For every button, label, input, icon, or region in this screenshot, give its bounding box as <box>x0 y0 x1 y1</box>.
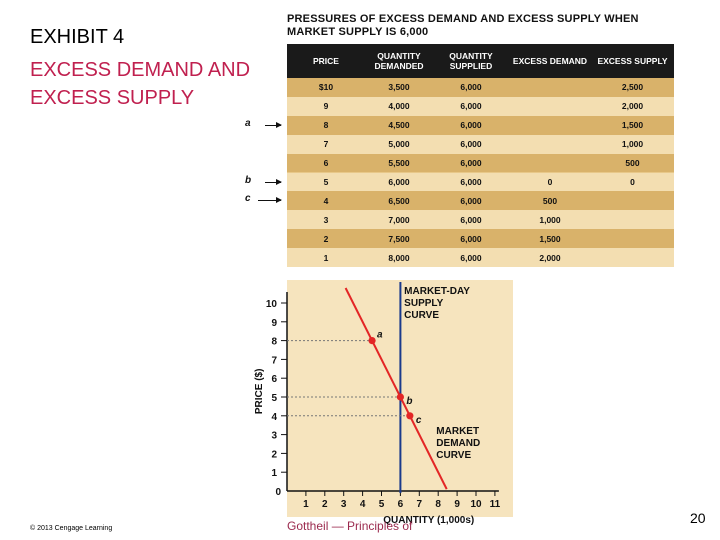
cell-excess-supply: 0 <box>630 176 635 187</box>
cell-excess-supply <box>591 248 674 267</box>
origin-label: 0 <box>275 487 281 498</box>
x-tick-label: 9 <box>454 499 460 510</box>
slide-subtitle: EXCESS DEMAND AND EXCESS SUPPLY <box>30 59 251 109</box>
cell-price: 2 <box>323 233 329 244</box>
table-row <box>287 116 674 135</box>
cell-quantity-demanded: 6,500 <box>388 195 410 206</box>
y-tick-label: 8 <box>271 336 277 348</box>
cell-quantity-demanded: 8,000 <box>388 252 410 263</box>
cell-quantity-demanded: 4,000 <box>388 101 410 112</box>
x-tick-label: 6 <box>397 499 404 510</box>
point-b <box>397 393 404 400</box>
demand-curve-label: DEMAND <box>436 438 481 449</box>
y-tick-label: 2 <box>271 449 277 461</box>
cell-quantity-supplied: 6,000 <box>460 252 482 263</box>
table-row <box>287 78 674 97</box>
cell-quantity-demanded: 6,000 <box>388 176 410 187</box>
x-tick-label: 5 <box>378 499 385 510</box>
point-c <box>406 412 413 419</box>
cell-excess-demand: 0 <box>547 176 553 187</box>
table-row <box>287 97 674 116</box>
cell-quantity-supplied: 6,000 <box>460 120 482 131</box>
supply-curve-label: MARKET-DAY <box>404 286 470 297</box>
x-tick-label: 4 <box>359 499 366 510</box>
table-row <box>287 135 674 154</box>
supply-curve-label: SUPPLY <box>404 298 444 309</box>
y-tick-label: 1 <box>271 468 277 480</box>
table-header-row <box>287 44 674 78</box>
cell-quantity-supplied: 6,000 <box>460 101 482 112</box>
header-excess-demand: EXCESS DEMAND <box>512 56 588 66</box>
header-price: PRICE <box>313 56 339 66</box>
cell-excess-supply <box>591 229 674 248</box>
cell-excess-demand: 1,000 <box>539 214 561 225</box>
cell-quantity-supplied: 6,000 <box>460 233 482 244</box>
cell-quantity-demanded: 7,000 <box>388 214 410 225</box>
demand-curve-label: CURVE <box>436 450 472 461</box>
cell-excess-demand <box>509 78 591 97</box>
y-tick-label: 9 <box>271 317 277 329</box>
cell-quantity-supplied: 6,000 <box>460 214 482 225</box>
row-marker-b: b <box>245 174 252 186</box>
point-label-c: c <box>415 414 422 426</box>
cell-excess-demand <box>509 97 591 116</box>
y-tick-label: 6 <box>271 374 277 386</box>
cell-excess-supply: 2,500 <box>621 82 644 93</box>
y-tick-label: 7 <box>271 355 277 367</box>
header-excess-supply: EXCESS SUPPLY <box>597 56 668 66</box>
cell-quantity-demanded: 5,000 <box>388 139 410 150</box>
marker-arrow-c <box>258 200 281 201</box>
cell-quantity-supplied: 6,000 <box>460 158 482 169</box>
cell-quantity-supplied: 6,000 <box>460 195 482 206</box>
copyright: © 2013 Cengage Learning <box>30 525 113 532</box>
demand-curve-label: MARKET <box>436 426 480 437</box>
y-tick-label: 4 <box>271 411 277 423</box>
cell-price: 5 <box>323 176 329 187</box>
x-tick-label: 7 <box>416 499 423 510</box>
cell-excess-demand <box>509 135 591 154</box>
y-tick-label: 10 <box>265 299 277 310</box>
cell-price: $10 <box>318 82 334 93</box>
table-row <box>287 173 674 192</box>
y-tick-label: 3 <box>271 430 277 442</box>
cell-excess-demand: 2,000 <box>539 252 561 263</box>
cell-excess-demand: 1,500 <box>539 233 561 244</box>
y-axis-label: PRICE ($) <box>254 368 265 415</box>
cell-price: 1 <box>323 252 329 263</box>
x-tick-label: 1 <box>303 499 309 510</box>
x-tick-label: 8 <box>435 499 441 510</box>
cell-price: 4 <box>323 195 329 206</box>
supply-demand-chart <box>240 270 520 528</box>
y-tick-label: 5 <box>271 393 277 404</box>
marker-arrow-a <box>265 125 281 126</box>
cell-excess-demand: 500 <box>542 195 558 206</box>
cell-price: 8 <box>323 120 329 131</box>
table-title: PRESSURES OF EXCESS DEMAND AND EXCESS SUPPLY WHEN MARKET SUPPLY IS 6,000 <box>287 13 639 38</box>
row-marker-c: c <box>245 193 251 205</box>
x-tick-label: 3 <box>340 499 347 510</box>
cell-excess-supply <box>591 210 674 229</box>
cell-excess-supply <box>591 191 674 210</box>
cell-excess-supply: 2,000 <box>621 101 644 112</box>
cell-excess-demand <box>509 116 591 135</box>
x-tick-label: 11 <box>489 499 501 510</box>
point-a <box>368 337 375 344</box>
table-row <box>287 191 674 210</box>
cell-quantity-demanded: 5,500 <box>388 158 410 169</box>
cell-price: 6 <box>323 158 329 169</box>
point-label-b: b <box>406 396 413 407</box>
marker-arrow-b <box>265 182 281 183</box>
cell-price: 9 <box>323 101 329 112</box>
x-tick-label: 10 <box>470 499 482 510</box>
cell-quantity-demanded: 3,500 <box>388 82 410 93</box>
schedule-table <box>287 44 674 267</box>
slide-title: EXHIBIT 4 <box>30 26 125 48</box>
cell-quantity-supplied: 6,000 <box>460 176 482 187</box>
table-row <box>287 210 674 229</box>
cell-excess-supply: 1,500 <box>621 120 644 131</box>
supply-curve-label: CURVE <box>404 310 440 321</box>
point-label-a: a <box>377 329 383 341</box>
cell-quantity-supplied: 6,000 <box>460 82 482 93</box>
footer-book-title: Gottheil — Principles of <box>287 519 413 533</box>
cell-excess-supply: 1,000 <box>621 139 644 150</box>
x-tick-label: 2 <box>322 499 328 510</box>
cell-quantity-supplied: 6,000 <box>460 139 482 150</box>
x-axis-label: QUANTITY (1,000s) <box>383 515 475 526</box>
table-row <box>287 154 674 173</box>
cell-quantity-demanded: 4,500 <box>388 120 410 131</box>
cell-price: 3 <box>323 214 329 225</box>
page-number: 20 <box>690 510 706 526</box>
header-quantity-supplied: QUANTITY SUPPLIED <box>449 51 493 71</box>
cell-price: 7 <box>323 139 329 150</box>
table-row <box>287 248 674 267</box>
table-row <box>287 229 674 248</box>
cell-excess-demand <box>509 154 591 173</box>
header-quantity-demanded: QUANTITY DEMANDED <box>374 51 424 71</box>
cell-quantity-demanded: 7,500 <box>388 233 410 244</box>
cell-excess-supply: 500 <box>625 158 640 169</box>
row-marker-a: a <box>245 117 251 129</box>
